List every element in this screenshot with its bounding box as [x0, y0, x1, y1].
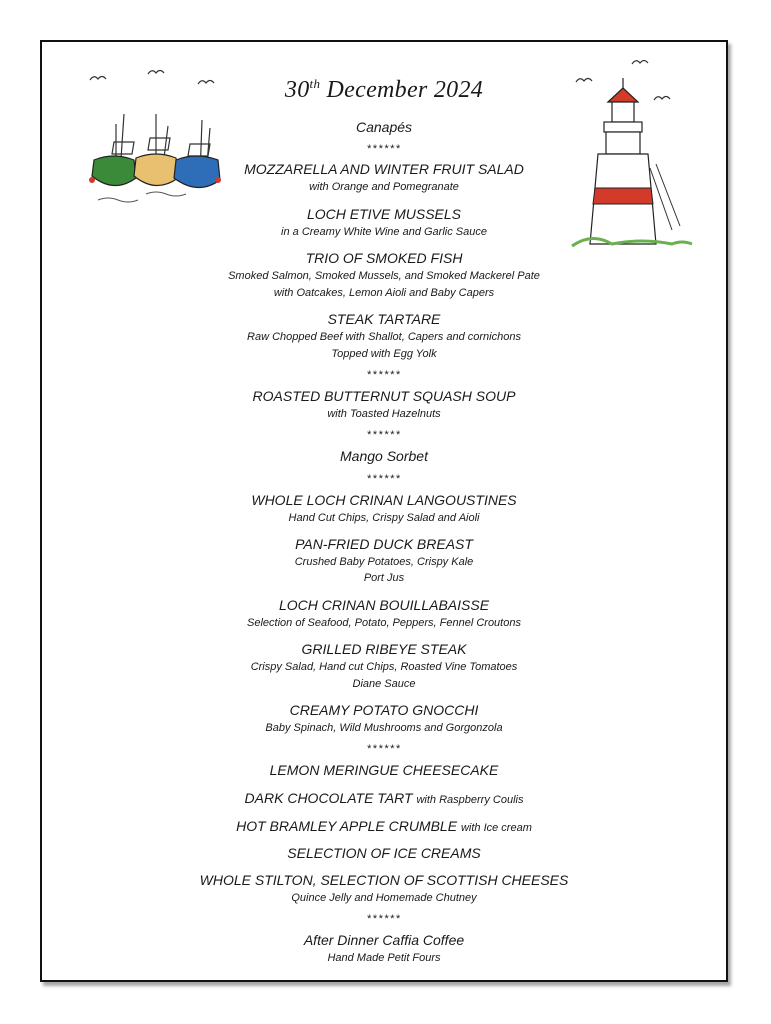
- dish-name: SELECTION OF ICE CREAMS: [287, 845, 481, 861]
- dish-description: with Ice cream: [460, 822, 532, 834]
- separator: ******: [366, 429, 402, 441]
- separator: ******: [366, 913, 402, 925]
- dish-name: ROASTED BUTTERNUT SQUASH SOUP: [252, 388, 516, 404]
- dessert-line: [42, 790, 726, 806]
- separator: ******: [366, 369, 402, 381]
- dish-name: STEAK TARTARE: [327, 311, 441, 327]
- dish-name: LEMON MERINGUE CHEESECAKE: [269, 762, 499, 778]
- dish-name: WHOLE LOCH CRINAN LANGOUSTINES: [251, 492, 517, 508]
- dish-description: with Raspberry Coulis: [416, 794, 524, 806]
- dish-description: Port Jus: [363, 572, 405, 584]
- sorbet: Mango Sorbet: [340, 448, 428, 464]
- dish-description: with Toasted Hazelnuts: [327, 408, 441, 420]
- canapes-heading: Canapés: [355, 119, 413, 135]
- dish-name: MOZZARELLA AND WINTER FRUIT SALAD: [244, 161, 524, 177]
- dish-description: Diane Sauce: [352, 678, 416, 690]
- dish-description: Crushed Baby Potatoes, Crispy Kale: [294, 556, 474, 568]
- menu-date: 30th December 2024: [284, 76, 484, 103]
- dish-name: GRILLED RIBEYE STEAK: [301, 641, 467, 657]
- dish-description: in a Creamy White Wine and Garlic Sauce: [281, 226, 487, 238]
- dish-description: Selection of Seafood, Potato, Peppers, Fennel Croutons: [247, 617, 521, 629]
- dish-description: Quince Jelly and Homemade Chutney: [291, 892, 477, 904]
- dish-name: LOCH CRINAN BOUILLABAISSE: [278, 597, 490, 613]
- dish-name: DARK CHOCOLATE TART: [244, 790, 413, 806]
- dish-description: Raw Chopped Beef with Shallot, Capers and cornichons: [247, 331, 521, 343]
- dish-description: Baby Spinach, Wild Mushrooms and Gorgonzola: [265, 722, 503, 734]
- separator: ******: [366, 743, 402, 755]
- dish-description: Hand Cut Chips, Crispy Salad and Aioli: [288, 512, 480, 524]
- dish-description: with Orange and Pomegranate: [309, 181, 459, 193]
- separator: ******: [366, 143, 402, 155]
- dish-description: Crispy Salad, Hand cut Chips, Roasted Vine Tomatoes: [250, 661, 518, 673]
- dish-name: HOT BRAMLEY APPLE CRUMBLE: [236, 818, 458, 834]
- menu-page: [40, 40, 728, 982]
- dish-description: Smoked Salmon, Smoked Mussels, and Smoked Mackerel Pate: [228, 270, 540, 282]
- dish-name: WHOLE STILTON, SELECTION OF SCOTTISH CHEESES: [199, 872, 569, 888]
- dessert-line: [42, 818, 726, 834]
- dish-description: Topped with Egg Yolk: [331, 348, 437, 360]
- dish-name: After Dinner Caffia Coffee: [303, 932, 465, 948]
- dish-description: with Oatcakes, Lemon Aioli and Baby Capers: [273, 287, 495, 299]
- dish-name: TRIO OF SMOKED FISH: [305, 250, 463, 266]
- separator: ******: [366, 473, 402, 485]
- dish-name: LOCH ETIVE MUSSELS: [306, 206, 462, 222]
- dish-name: CREAMY POTATO GNOCCHI: [289, 702, 479, 718]
- dish-description: Hand Made Petit Fours: [327, 952, 441, 964]
- dish-name: PAN-FRIED DUCK BREAST: [295, 536, 473, 552]
